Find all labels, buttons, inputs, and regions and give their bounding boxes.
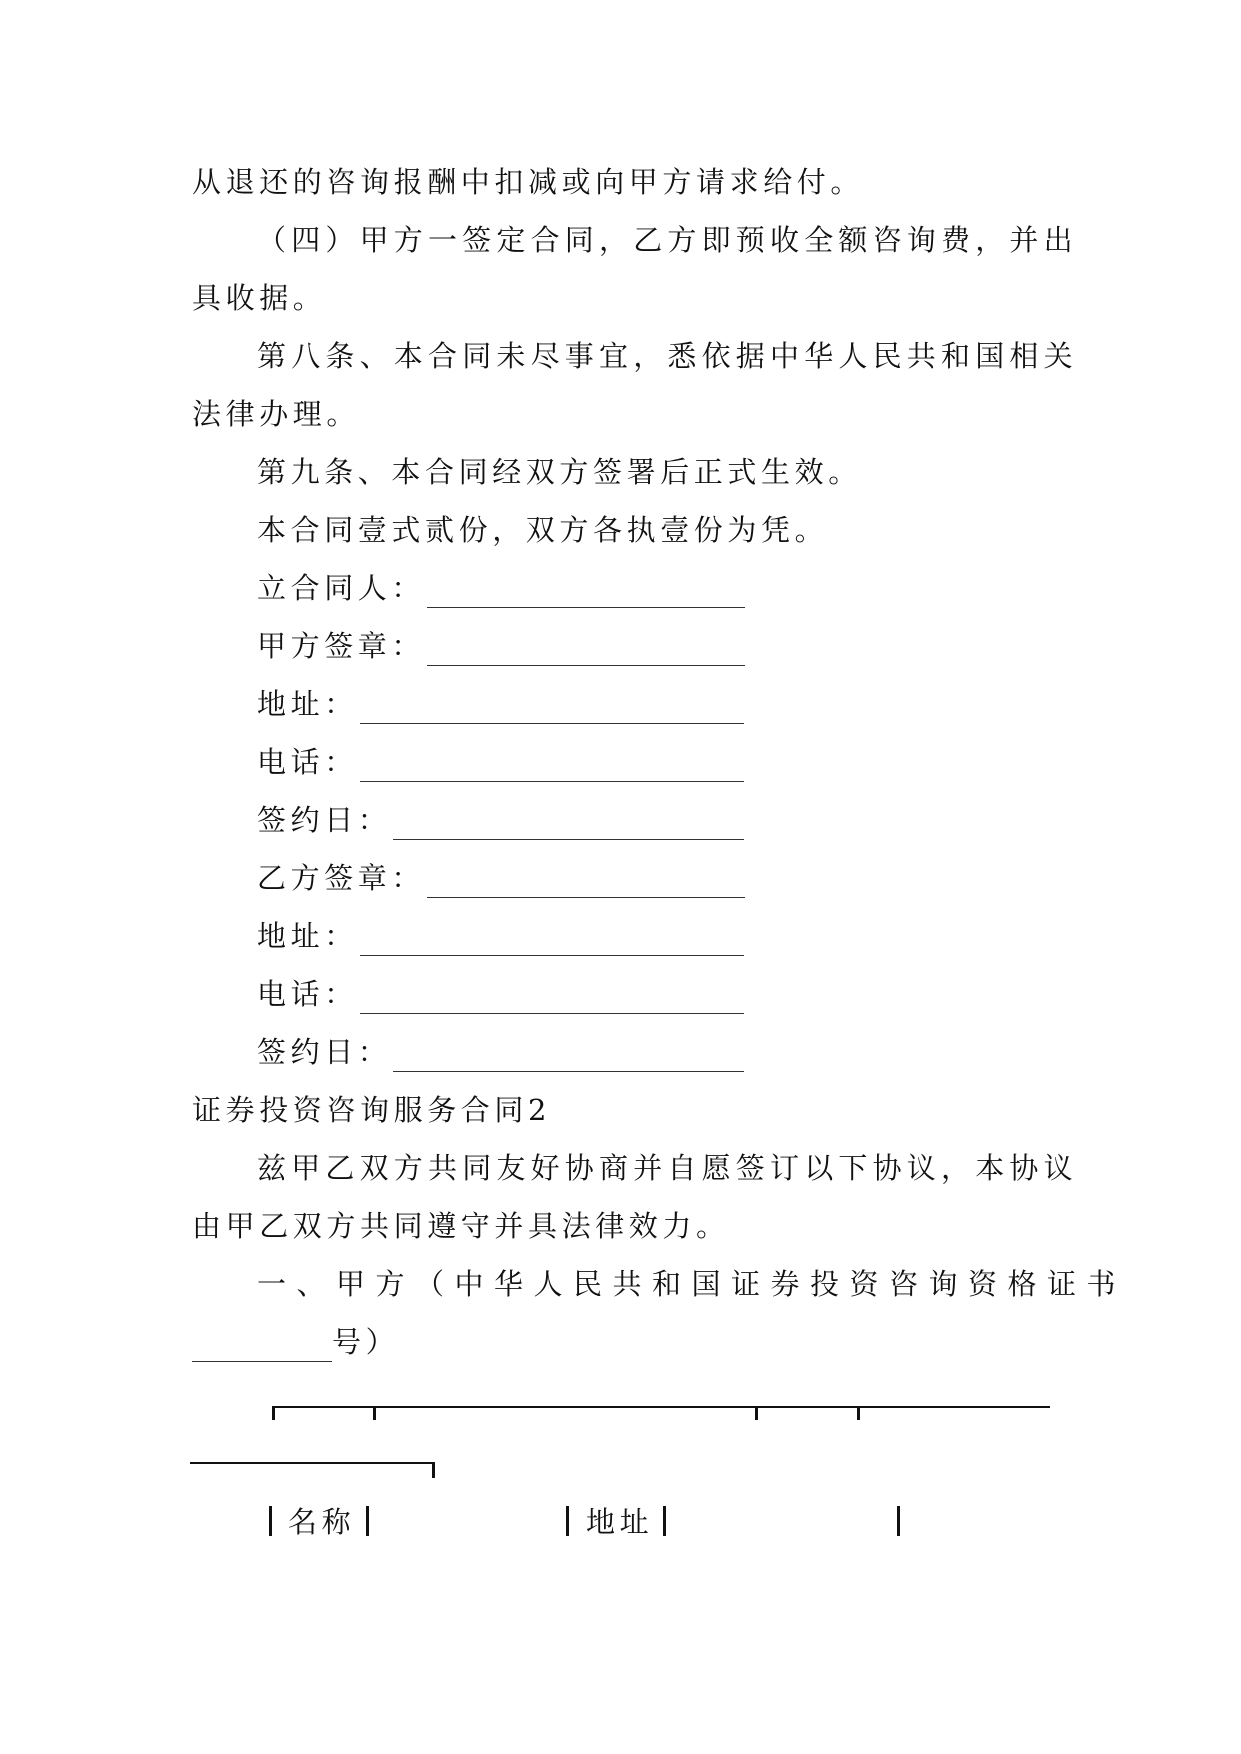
- paragraph-line: 从退还的咨询报酬中扣减或向甲方请求给付。: [192, 165, 865, 199]
- signature-field: [257, 858, 745, 898]
- fill-blank[interactable]: [393, 811, 744, 840]
- signature-field: [257, 742, 744, 782]
- party-a-line: 一、甲方（中华人民共和国证券投资咨询资格证书: [257, 1267, 1127, 1301]
- fill-blank[interactable]: [360, 927, 744, 956]
- copies-line: 本合同壹式贰份，双方各执壹份为凭。: [257, 513, 829, 547]
- table-cell-name: 名称: [288, 1505, 356, 1539]
- table-cell-border: [897, 1506, 900, 1536]
- fill-blank[interactable]: [427, 637, 745, 666]
- field-label: 电话：: [257, 745, 358, 779]
- field-label: 甲方签章：: [257, 629, 426, 663]
- fill-blank[interactable]: [393, 1043, 744, 1072]
- table-cell-border: [269, 1506, 272, 1536]
- cert-suffix: 号）: [332, 1325, 400, 1359]
- table-top-border-continued: [190, 1462, 434, 1464]
- field-label: 签约日：: [257, 803, 392, 837]
- signature-field: [257, 974, 744, 1014]
- fill-blank[interactable]: [427, 869, 745, 898]
- table-top-border: [272, 1406, 1050, 1408]
- table-cell-border: [566, 1506, 569, 1536]
- field-label: 地址：: [257, 919, 358, 953]
- paragraph-line: 由甲乙双方共同遵守并具法律效力。: [192, 1209, 730, 1243]
- signature-field: [257, 800, 744, 840]
- field-label: 电话：: [257, 977, 358, 1011]
- table-column-tick: [755, 1406, 758, 1420]
- table-column-tick: [857, 1406, 860, 1420]
- party-a-cert-line: [192, 1322, 399, 1362]
- article-8-line: 第八条、本合同未尽事宜，悉依据中华人民共和国相关: [257, 339, 1078, 373]
- table-column-tick: [373, 1406, 376, 1420]
- table-cell-border: [663, 1506, 666, 1536]
- cert-number-blank[interactable]: [192, 1333, 332, 1362]
- signature-field: [257, 1032, 744, 1072]
- field-label: 地址：: [257, 687, 358, 721]
- table-cell-address: 地址: [586, 1505, 654, 1539]
- paragraph-line: 兹甲乙双方共同友好协商并自愿签订以下协议，本协议: [257, 1151, 1078, 1185]
- field-label: 乙方签章：: [257, 861, 426, 895]
- field-label: 签约日：: [257, 1035, 392, 1069]
- table-corner: [432, 1462, 435, 1478]
- paragraph-line: （四）甲方一签定合同，乙方即预收全额咨询费，并出: [257, 223, 1078, 257]
- article-9-line: 第九条、本合同经双方签署后正式生效。: [257, 455, 862, 489]
- table-corner: [272, 1406, 275, 1420]
- signature-field: [257, 684, 744, 724]
- signature-field: [257, 916, 744, 956]
- section-title: 证券投资咨询服务合同2: [192, 1093, 552, 1127]
- fill-blank[interactable]: [360, 985, 744, 1014]
- fill-blank[interactable]: [360, 695, 744, 724]
- fill-blank[interactable]: [427, 579, 745, 608]
- signature-field: [257, 568, 745, 608]
- paragraph-line: 具收据。: [192, 281, 327, 315]
- fill-blank[interactable]: [360, 753, 744, 782]
- table-cell-border: [366, 1506, 369, 1536]
- field-label: 立合同人：: [257, 571, 426, 605]
- signature-field: [257, 626, 745, 666]
- paragraph-line: 法律办理。: [192, 397, 361, 431]
